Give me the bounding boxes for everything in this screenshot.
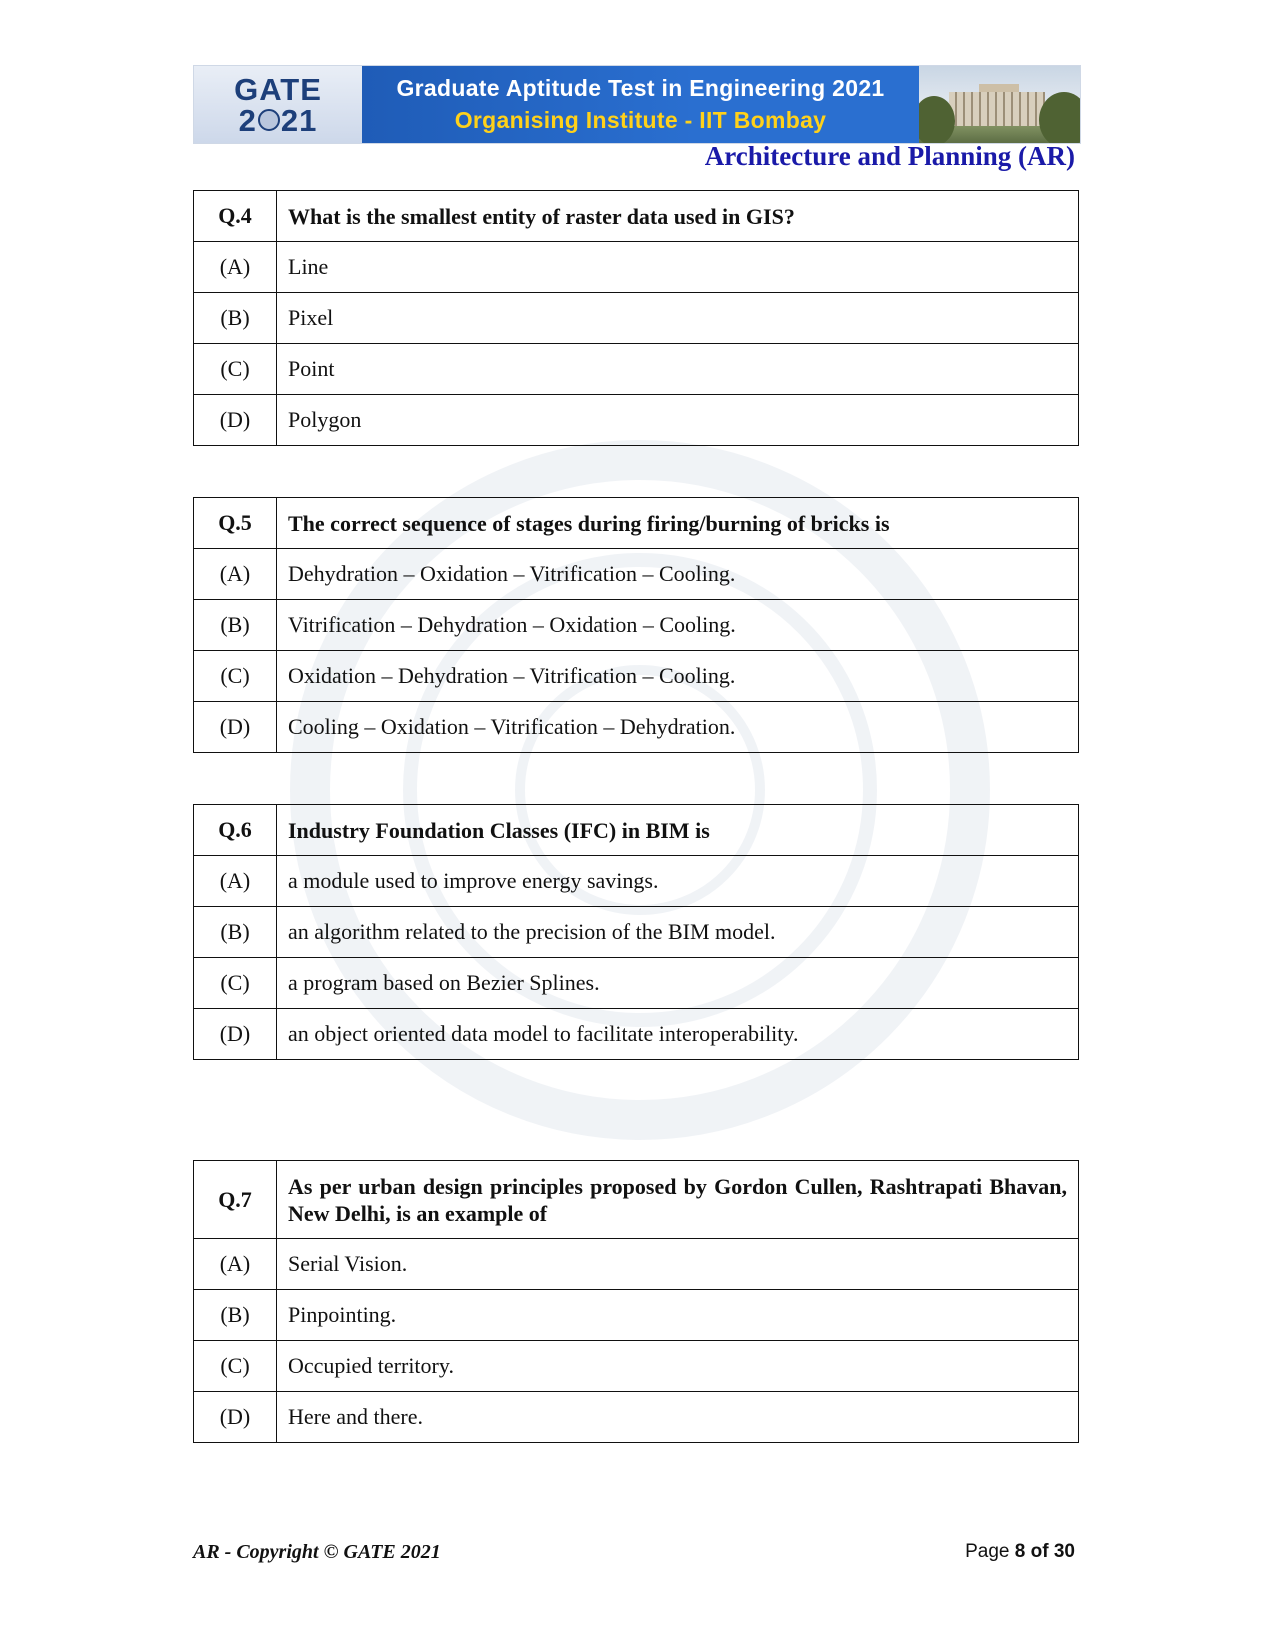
seal-icon [258,109,280,131]
question-number: Q.5 [194,498,277,549]
option-key: (A) [194,242,277,293]
gate-logo [194,66,362,143]
campus-photo [919,66,1080,143]
option-row [194,395,1079,446]
footer-copyright: AR - Copyright © GATE 2021 [193,1541,441,1563]
logo-year-left: 2 [238,102,257,138]
option-text: Occupied territory. [277,1341,1079,1392]
option-text: an object oriented data model to facilitate interoperability. [277,1009,1079,1060]
question-number: Q.6 [194,805,277,856]
page-total: 30 [1053,1541,1075,1562]
building-shape [949,92,1045,126]
question-stem: Industry Foundation Classes (IFC) in BIM is [277,805,1079,856]
option-row [194,1341,1079,1392]
question-stem: The correct sequence of stages during firing/burning of bricks is [277,498,1079,549]
question-stem: What is the smallest entity of raster data used in GIS? [277,191,1079,242]
question-number: Q.7 [194,1161,277,1239]
option-text: Oxidation – Dehydration – Vitrification – Cooling. [277,651,1079,702]
option-row [194,600,1079,651]
option-key: (D) [194,702,277,753]
question-row [194,498,1079,549]
organising-institute: Organising Institute - IIT Bombay [454,107,827,133]
logo-word: GATE [234,71,322,107]
option-key: (C) [194,344,277,395]
footer-page-number [965,1541,1075,1563]
option-row [194,702,1079,753]
option-row [194,856,1079,907]
option-key: (C) [194,1341,277,1392]
option-key: (B) [194,600,277,651]
option-text: Line [277,242,1079,293]
option-row [194,549,1079,600]
header-banner [193,65,1081,144]
subject-title: Architecture and Planning (AR) [704,141,1075,171]
option-key: (D) [194,1392,277,1443]
option-row [194,242,1079,293]
option-text: Dehydration – Oxidation – Vitrification – Cooling. [277,549,1079,600]
option-text: Cooling – Oxidation – Vitrification – Dehydration. [277,702,1079,753]
option-key: (C) [194,958,277,1009]
question-table-q7 [193,1160,1079,1443]
question-table-q5 [193,497,1079,753]
option-text: an algorithm related to the precision of the BIM model. [277,907,1079,958]
option-text: a module used to improve energy savings. [277,856,1079,907]
option-text: Point [277,344,1079,395]
option-row [194,958,1079,1009]
option-text: a program based on Bezier Splines. [277,958,1079,1009]
option-key: (D) [194,395,277,446]
option-key: (B) [194,907,277,958]
option-text: Polygon [277,395,1079,446]
option-key: (C) [194,651,277,702]
option-key: (A) [194,856,277,907]
question-table-q4 [193,190,1079,446]
option-row [194,1392,1079,1443]
banner-title [362,66,919,143]
option-row [194,1009,1079,1060]
option-key: (D) [194,1009,277,1060]
option-text: Here and there. [277,1392,1079,1443]
option-key: (B) [194,1290,277,1341]
option-row [194,651,1079,702]
question-stem: As per urban design principles proposed by Gordon Cullen, Rashtrapati Bhavan, New Delhi, is an example of [277,1161,1079,1239]
option-key: (A) [194,1239,277,1290]
page-prefix: Page [965,1541,1015,1562]
option-key: (B) [194,293,277,344]
question-row [194,191,1079,242]
logo-year [238,102,318,138]
option-row [194,1290,1079,1341]
option-key: (A) [194,549,277,600]
question-table-q6 [193,804,1079,1060]
option-text: Serial Vision. [277,1239,1079,1290]
option-text: Pinpointing. [277,1290,1079,1341]
question-row [194,1161,1079,1239]
page-of: of [1025,1541,1054,1562]
question-row [194,805,1079,856]
question-number: Q.4 [194,191,277,242]
option-text: Pixel [277,293,1079,344]
exam-title: Graduate Aptitude Test in Engineering 2021 [396,75,885,101]
option-row [194,344,1079,395]
option-row [194,293,1079,344]
option-row [194,1239,1079,1290]
page-current: 8 [1014,1541,1026,1562]
option-row [194,907,1079,958]
logo-year-right: 21 [280,102,318,138]
option-text: Vitrification – Dehydration – Oxidation – Cooling. [277,600,1079,651]
tree-shape [1039,92,1080,143]
